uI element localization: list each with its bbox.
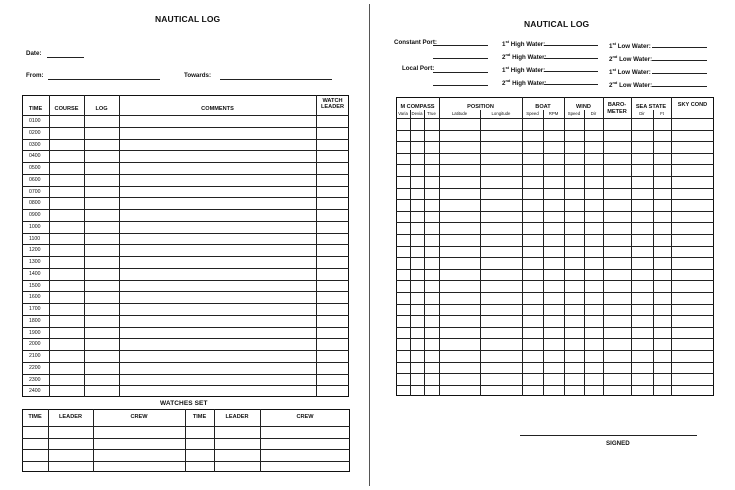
signature-field[interactable] [520,435,697,436]
watches-set-title: WATCHES SET [160,400,208,407]
water-text: Low Water: [617,43,651,51]
high-water-field-3[interactable] [544,84,598,85]
log-time-1100: 1100 [29,235,41,242]
water-text: High Water: [512,80,547,88]
ordinal-suffix: st [612,67,617,72]
nav-header-meter: METER [607,109,627,115]
low-water-label-3 [609,80,652,89]
watches-header-crew-2: CREW [130,414,148,420]
from-field[interactable] [48,79,160,80]
nav-entry-row[interactable] [396,130,714,142]
nav-entry-row[interactable] [396,176,714,188]
nav-entry-row[interactable] [396,246,714,258]
nav-subheader-speed-5: Speed [526,111,539,116]
watches-header-time-3: TIME [192,414,207,420]
watches-entry-row[interactable] [22,461,350,473]
log-time-2000: 2000 [29,341,41,348]
log-time-0900: 0900 [29,212,41,218]
nav-entry-row[interactable] [396,199,714,211]
nav-entry-row[interactable] [396,269,714,281]
constant-port-field[interactable] [433,45,488,46]
left-log-page [0,0,367,490]
log-time-2300: 2300 [29,376,41,383]
constant-port-field-2[interactable] [433,58,488,59]
water-text: High Water: [510,41,546,49]
log-time-2100: 2100 [29,353,41,359]
nav-entry-row[interactable] [396,327,714,339]
constant-port-label: Constant Port: [394,39,437,46]
high-water-label-3 [502,78,547,87]
log-entry-row[interactable] [49,280,349,292]
log-time-2200: 2200 [29,364,41,371]
right-page-title: NAUTICAL LOG [524,19,590,29]
log-header-watch-leader: WATCH LEADER [321,98,344,111]
ordinal-suffix: nd [612,54,618,59]
log-time-1200: 1200 [29,247,41,254]
log-time-0800: 0800 [29,200,41,207]
water-text: Low Water: [617,69,651,77]
log-entry-row[interactable] [49,127,349,139]
log-entry-row[interactable] [49,374,349,386]
log-time-1300: 1300 [29,259,41,265]
watches-entry-row[interactable] [22,449,350,461]
low-water-field-1[interactable] [652,60,707,61]
high-water-field-2[interactable] [544,71,598,72]
water-text: Low Water: [619,82,653,90]
low-water-field-2[interactable] [652,73,707,74]
log-header-time: TIME [28,106,43,112]
nav-entry-row[interactable] [396,188,714,200]
log-time-0200: 0200 [29,129,41,136]
from-label: From: [26,72,44,79]
nav-header-sea-state: SEA STATE [635,104,667,110]
watches-entry-row[interactable] [22,426,350,438]
log-header-course: COURSE [54,106,79,112]
local-port-label: Local Port: [402,65,435,72]
nav-entry-row[interactable] [396,362,714,374]
nav-subheader-latitude-3: Latitude [451,111,468,116]
log-time-1500: 1500 [29,282,41,289]
log-entry-row[interactable] [49,197,349,209]
ordinal-number: 1 [609,43,613,51]
nav-entry-row[interactable] [396,118,714,130]
low-water-field-3[interactable] [652,86,707,87]
log-time-0300: 0300 [29,141,41,148]
signed-label: SIGNED [606,440,630,447]
log-header-log: LOG [95,106,108,112]
nav-entry-row[interactable] [396,304,714,316]
high-water-label-0 [502,39,545,48]
log-entry-row[interactable] [49,256,349,268]
nav-entry-row[interactable] [396,373,714,385]
watches-entry-row[interactable] [22,438,350,450]
log-entry-row[interactable] [49,115,349,127]
page-divider [369,4,370,486]
nav-subheader-true-2: True [427,111,436,116]
high-water-label-2 [502,65,545,74]
towards-field[interactable] [220,79,332,80]
log-entry-row[interactable] [49,209,349,221]
water-text: High Water: [512,54,547,62]
log-time-2400: 2400 [29,388,41,395]
log-entry-row[interactable] [49,244,349,256]
log-entry-row[interactable] [49,350,349,362]
high-water-label-1 [502,52,547,61]
nav-entry-row[interactable] [396,350,714,362]
ordinal-number: 2 [609,56,613,64]
ordinal-suffix: st [505,39,510,44]
nav-header-boat: BOAT [535,104,551,110]
low-water-label-1 [609,54,652,63]
log-entry-row[interactable] [49,362,349,374]
log-entry-row[interactable] [49,221,349,233]
log-entry-row[interactable] [49,327,349,339]
log-time-1700: 1700 [29,306,41,312]
nav-subheader-varia-0: Varia [398,111,408,116]
log-time-1000: 1000 [29,223,41,230]
nav-entry-row[interactable] [396,280,714,292]
ordinal-number: 1 [502,41,506,49]
ordinal-number: 1 [609,69,613,77]
local-port-field-2[interactable] [433,85,488,86]
log-entry-row[interactable] [49,150,349,162]
nav-header-wind: WIND [576,104,591,110]
nav-subheader-longitude-4: Longitude [491,111,511,116]
nav-entry-row[interactable] [396,292,714,304]
log-entry-row[interactable] [49,385,349,397]
nav-entry-row[interactable] [396,338,714,350]
right-log-page [372,0,735,490]
ordinal-number: 2 [502,80,506,88]
ordinal-number: 1 [502,67,506,75]
nav-header-position: POSITION [467,104,494,110]
left-page-title: NAUTICAL LOG [155,14,221,24]
nav-subheader-speed-7: Speed [567,111,581,116]
ordinal-suffix: nd [505,52,511,57]
log-entry-row[interactable] [49,315,349,327]
nav-header-baro: BARO- [607,102,627,108]
local-port-field[interactable] [433,72,488,73]
log-entry-row[interactable] [49,338,349,350]
log-entry-row[interactable] [49,233,349,245]
low-water-field-0[interactable] [652,47,707,48]
low-water-label-2 [609,67,651,76]
log-time-1400: 1400 [29,270,41,277]
high-water-field-1[interactable] [544,58,598,59]
high-water-field-0[interactable] [544,45,598,46]
watches-header-leader-1: LEADER [59,414,82,420]
ordinal-suffix: st [612,41,617,46]
log-time-0700: 0700 [29,188,41,195]
log-time-1600: 1600 [29,294,41,301]
low-water-label-0 [609,41,651,50]
water-text: Low Water: [619,56,653,64]
log-entry-row[interactable] [49,291,349,303]
watches-header-leader-4: LEADER [225,414,249,420]
date-field[interactable] [47,57,84,58]
ordinal-number: 2 [502,54,506,62]
ordinal-suffix: st [505,65,510,70]
towards-label: Towards: [184,72,212,79]
log-time-0600: 0600 [29,176,41,183]
log-time-0100: 0100 [29,118,41,124]
log-entry-row[interactable] [49,139,349,151]
nav-entry-row[interactable] [396,385,714,397]
nav-entry-row[interactable] [396,211,714,223]
log-entry-row[interactable] [49,162,349,174]
nav-entry-row[interactable] [396,234,714,246]
watches-header-time-0: TIME [28,414,42,420]
ordinal-suffix: nd [505,78,511,83]
log-entry-row[interactable] [49,186,349,198]
nav-subheader-ft-10: Ft [660,111,664,116]
nav-subheader-dir-9: Dir [639,111,645,116]
log-header-comments: COMMENTS [201,106,234,112]
ordinal-suffix: nd [612,80,618,85]
nav-subheader-devia-1: Devia [411,111,423,116]
watches-header-crew-5: CREW [296,414,314,420]
nav-header-sky-cond: SKY COND [677,102,708,108]
log-entry-row[interactable] [49,174,349,186]
nav-subheader-rpm-6: RPM [548,111,559,116]
date-label: Date: [26,50,42,57]
nav-header-m-compass: M COMPASS [400,104,435,110]
nav-entry-row[interactable] [396,315,714,327]
nav-subheader-dir-8: Dir [590,111,597,116]
log-time-0500: 0500 [29,165,41,171]
ordinal-number: 2 [609,82,613,90]
nav-entry-row[interactable] [396,257,714,269]
log-entry-row[interactable] [49,268,349,280]
log-entry-row[interactable] [49,303,349,315]
log-time-0400: 0400 [29,153,41,160]
nav-entry-row[interactable] [396,141,714,153]
nav-entry-row[interactable] [396,222,714,234]
water-text: High Water: [510,67,546,75]
log-time-1900: 1900 [29,329,41,336]
log-time-1800: 1800 [29,317,41,324]
nav-entry-row[interactable] [396,164,714,176]
nav-entry-row[interactable] [396,153,714,165]
